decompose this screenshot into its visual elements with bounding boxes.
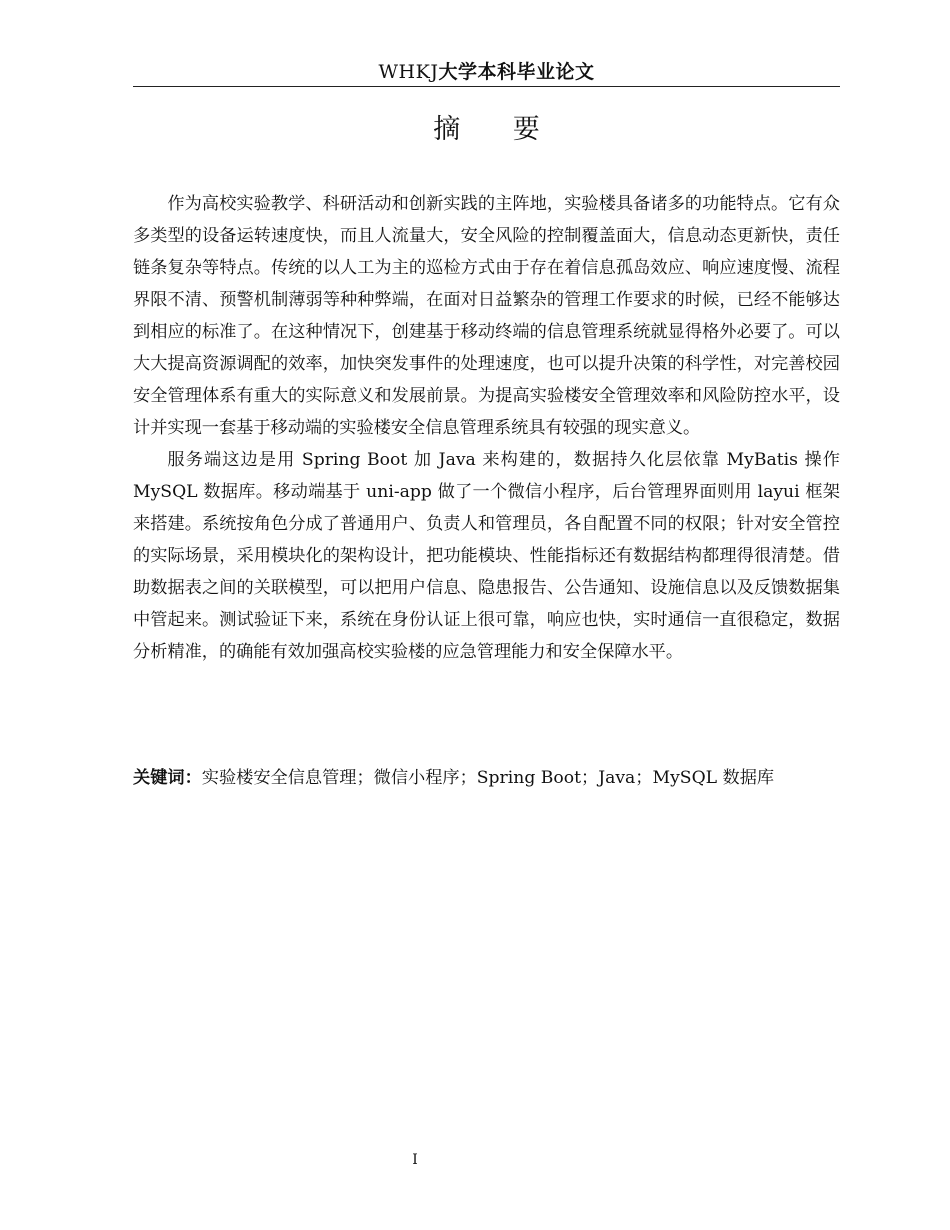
- abstract-paragraph-1: 作为高校实验教学、科研活动和创新实践的主阵地，实验楼具备诸多的功能特点。它有众多类型的设备运转速度快，而且人流量大，安全风险的控制覆盖面大，信息动态更新快，责任链条复杂等特点。传统的以人工为主的巡检方式由于存在着信息孤岛效应、响应速度慢、流程界限不清、预警机制薄弱等种种弊端，在面对日益繁杂的管理工作要求的时候，已经不能够达到相应的标准了。在这种情况下，创建基于移动终端的信息管理系统就显得格外必要了。可以大大提高资源调配的效率，加快突发事件的处理速度，也可以提升决策的科学性，对完善校园安全管理体系有重大的实际意义和发展前景。为提高实验楼安全管理效率和风险防控水平，设计并实现一套基于移动端的实验楼安全信息管理系统具有较强的现实意义。: [133, 194, 840, 438]
- header-title: 大学本科毕业论文: [438, 61, 595, 83]
- keywords-line: [133, 762, 840, 794]
- keywords-label: 关键词：: [133, 768, 202, 788]
- abstract-title: 摘 要: [433, 114, 562, 145]
- abstract-body: [133, 188, 840, 668]
- header-prefix: WHKJ: [378, 61, 439, 83]
- page-number: I: [412, 1152, 418, 1168]
- abstract-paragraph-2: 服务端这边是用 Spring Boot 加 Java 来构建的，数据持久化层依靠 MyBatis 操作 MySQL 数据库。移动端基于 uni-app 做了一个微信小程序，后台管理界面则用 layui 框架来搭建。系统按角色分成了普通用户、负责人和管理员，各自配置不同的权限；针对安全管控的实际场景，采用模块化的架构设计，把功能模块、性能指标还有数据结构都理得很清楚。借助数据表之间的关联模型，可以把用户信息、隐患报告、公告通知、设施信息以及反馈数据集中管起来。测试验证下来，系统在身份认证上很可靠，响应也快，实时通信一直很稳定，数据分析精准，的确能有效加强高校实验楼的应急管理能力和安全保障水平。: [133, 450, 840, 662]
- keywords-text: 实验楼安全信息管理；微信小程序；Spring Boot；Java；MySQL 数据库: [201, 768, 775, 788]
- running-header: [133, 58, 840, 87]
